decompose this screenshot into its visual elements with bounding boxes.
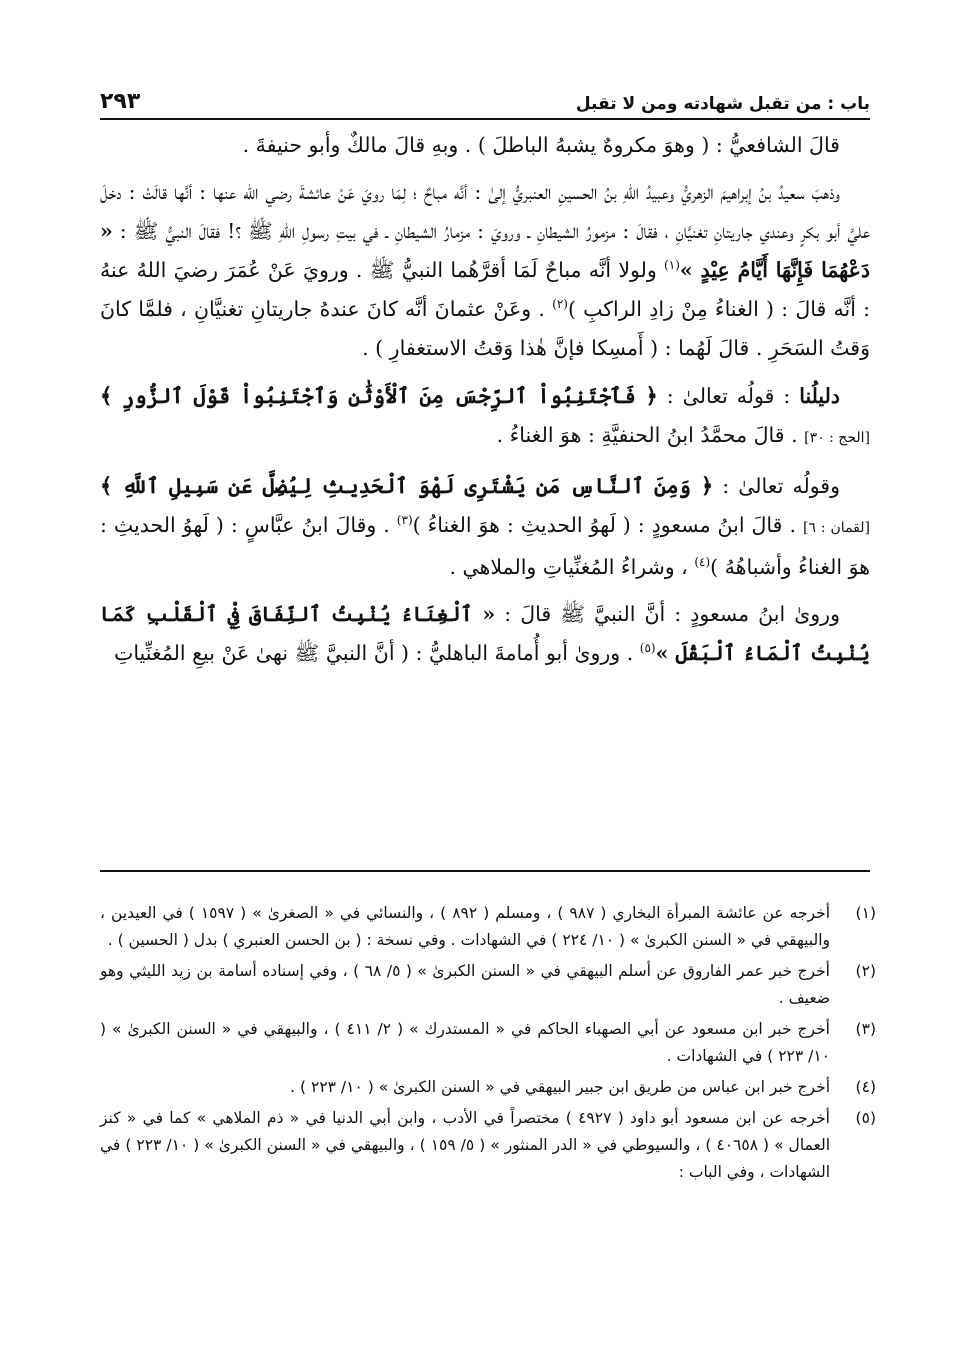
footnote-item — [100, 1016, 876, 1070]
paragraph-2 — [100, 173, 870, 368]
page-number: ٢٩٣ — [100, 89, 141, 114]
hadith-quote-2: « ٱلْغِنَاءُ يُنْبِتُ ٱلنِّفَاقَ فِيْ ٱلْقَلْبِ كَمَا يُنْبِتُ ٱلْمَاءُ ٱلْبَقْلَ » — [100, 602, 870, 665]
p4-text-d: ، وشراءُ المُغنِّياتِ والملاهي . — [449, 555, 688, 579]
p2-text-a: وذهبَ سعيدُ بنُ إبراهيمَ الزهريُّ وعبيدُ اللهِ بنُ الحسينِ العنبريُّ إلىٰ : أنَّه مباحٌ ؛ لِمَا رويَ عَنْ عائشةَ رضي الله عنها : أنَّها قالَتْ : دخلَ عليَّ أبو بكرٍ وعندي جاريتانِ تغنيَّانِ ، فقالَ : مزمورُ الشيطانِ ـ ورويَ : مزمارُ الشيطانِ ـ في بيتِ رسولِ اللهِ ﷺ ؟! فقالَ النبيُّ ﷺ : — [100, 180, 870, 243]
footnote-text: أخرج خبر ابن مسعود عن أبي الصهباء الحاكم في « المستدرك » ( ٢/ ٤١١ ) ، والبيهقي في « السنن الكبرىٰ » ( ١٠/ ٢٢٣ ) في الشهادات . — [100, 1020, 830, 1065]
footnote-ref-3[interactable]: (٣) — [396, 513, 413, 528]
p4-text-b: . قالَ ابنُ مسعودٍ : ( لَهوُ الحديثِ : هوَ الغناءُ ) — [412, 513, 796, 537]
paragraph-4 — [100, 466, 870, 587]
paragraph-1: قالَ الشافعيُّ : ( وهوَ مكروهٌ يشبهُ الباطلَ ) . وبهِ قالَ مالكٌ وأبو حنيفةَ . — [242, 133, 840, 157]
hadith-quote-1: « دَعْهُمَا فَإِنَّهَا أَيَّامُ عِيْدٍ » — [100, 219, 870, 282]
paragraph-5 — [100, 595, 870, 673]
footnotes — [100, 900, 876, 1190]
verse-ref-1: [الحج : ٣٠] — [804, 430, 870, 446]
footnote-text: أخرج خبر ابن عباس من طريق ابن جبير البيهقي في « السنن الكبرىٰ » ( ١٠/ ٢٢٣ ) . — [290, 1078, 830, 1096]
footnote-number: (٢) — [855, 962, 876, 980]
p3-text-b: . قالَ محمَّدُ ابنُ الحنفيَّةِ : هوَ الغناءُ . — [496, 423, 798, 447]
p4-text-a: وقولُه تعالىٰ : — [722, 474, 841, 498]
quran-verse-2: ﴿ وَمِنَ ٱلنَّاسِ مَن يَشْتَرِى لَهْوَ ٱلْحَدِيثِ لِيُضِلَّ عَن سَبِيلِ ٱللَّهِ ﴾ — [100, 473, 714, 498]
footnote-ref-4[interactable]: (٤) — [694, 555, 711, 570]
running-title: باب : من تقبل شهادته ومن لا تقبل — [575, 94, 870, 114]
footnote-text: أخرجه عن عائشة المبرأة البخاري ( ٩٨٧ ) ، ومسلم ( ٨٩٢ ) ، والنسائي في « الصغرىٰ » ( ١٥٩٧ ) في العيدين ، والبيهقي في « السنن الكبرىٰ » ( ١٠/ ٢٢٤ ) في الشهادات . وفي نسخة : ( بن الحسن العنبري ) بدل ( الحسين ) . — [100, 904, 830, 949]
footnote-number: (١) — [855, 904, 876, 922]
p2-text-b: ولولا أنَّه مباحٌ لَمَا أقرَّهُما النبيُّ ﷺ . ورويَ عَنْ عُمَرَ رضيَ اللهُ عنهُ : أنَّه قالَ : ( الغناءُ مِنْ زادِ الراكبِ ) — [100, 258, 871, 321]
paragraph-3 — [100, 376, 870, 458]
footnote-item — [100, 1074, 876, 1101]
p3-text-a: : قولُه تعالىٰ : — [666, 384, 791, 408]
main-text — [100, 126, 870, 681]
p2-text-c: . وعَنْ عثمانَ أنَّه كانَ عندهُ جاريتانِ تغنيَّانِ ، فلمَّا كانَ وَقتُ السَحَرِ . قالَ لَهُما : ( أَمسِكا فإنَّ هٰذا وَقتُ الاستغفارِ ) . — [100, 297, 870, 360]
p4-text-c: . وقالَ ابنُ عبَّاسٍ : ( لَهوُ الحديثِ : هوَ الغناءُ وأشباهُهُ ) — [100, 513, 870, 579]
p5-text-a: وروىٰ ابنُ مسعودٍ : أنَّ النبيَّ ﷺ قالَ : — [504, 602, 840, 626]
footnote-ref-5[interactable]: (٥) — [639, 641, 656, 656]
page-header — [100, 80, 870, 120]
footnote-separator — [100, 870, 870, 872]
footnote-ref-1[interactable]: (١) — [664, 258, 680, 273]
footnote-item — [100, 1105, 876, 1186]
p3-lead: دليلُنا — [799, 384, 840, 408]
footnote-ref-2[interactable]: (٢) — [552, 297, 568, 312]
footnote-item — [100, 900, 876, 954]
p5-text-b: . وروىٰ أبو أُمامةَ الباهليُّ : ( أنَّ النبيَّ ﷺ نهىٰ عَنْ بيعِ المُغنِّياتِ — [114, 641, 634, 665]
footnote-text: أخرجه عن ابن مسعود أبو داود ( ٤٩٢٧ ) مختصراً في الأدب ، وابن أبي الدنيا في « ذم الملاهي » كما في « كنز العمال » ( ٤٠٦٥٨ ) ، والسيوطي في « الدر المنثور » ( ٥/ ١٥٩ ) ، والبيهقي في « السنن الكبرىٰ » ( ١٠/ ٢٢٣ ) في الشهادات ، وفي الباب : — [100, 1109, 831, 1181]
footnote-number: (٤) — [855, 1078, 876, 1096]
footnote-number: (٥) — [855, 1109, 876, 1127]
footnote-number: (٣) — [855, 1020, 876, 1038]
quran-verse-1: ﴿ فَٱجْتَنِبُواْ ٱلرِّجْسَ مِنَ ٱلْأَوْثَٰنِ وَٱجْتَنِبُواْ قَوْلَ ٱلزُّورِ ﴾ — [100, 383, 658, 408]
verse-ref-2: [لقمان : ٦] — [802, 520, 870, 536]
footnote-text: أخرج خبر عمر الفاروق عن أسلم البيهقي في « السنن الكبرىٰ » ( ٥/ ٦٨ ) ، وفي إسناده أسامة بن زيد الليثي وهو ضعيف . — [100, 962, 830, 1007]
footnote-item — [100, 958, 876, 1012]
